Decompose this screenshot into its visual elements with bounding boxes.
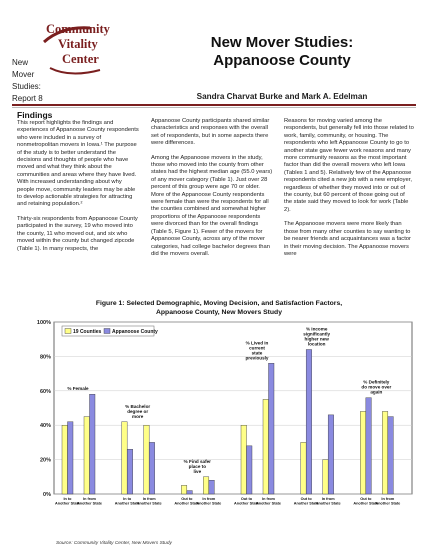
bar [360, 411, 366, 494]
y-tick-label: 40% [39, 423, 51, 430]
paragraph: Appanoose County participants shared similar characteristics and responses with the overall set of respondents, but in some aspects there were differences. [151, 118, 270, 147]
logo-word-center: Center [62, 52, 99, 66]
x-tick-label: Another State [114, 501, 140, 506]
paragraph: Reasons for moving varied among the respondents, but generally fell into those related to work, family, community, or housing. The respondents who left Appanoose County to go to another state gave fewer work reasons and many more community reasons as the most important factor than did the overall movers who left Iowa (Tables 1 and 5). Relatively few of the Appanoose respondents cited a new job with a new employer, regardless of whether they moved into or out of the county, but 60 percent of those going out of the state said they moved to look for work (Table 2). [284, 118, 414, 213]
title-line-2: Appanoose County [213, 52, 351, 69]
group-label: place to [188, 463, 207, 469]
authors: Sandra Charvat Burke and Mark A. Edelman [196, 92, 368, 101]
bar [306, 350, 312, 494]
bar [127, 449, 132, 494]
bar [187, 491, 193, 494]
group-label: significantly [303, 331, 331, 337]
x-tick-label: In from [381, 497, 395, 501]
group-label: degree or [127, 408, 149, 414]
bar [68, 422, 74, 494]
group-label: location [307, 341, 326, 347]
legend-swatch [65, 329, 71, 334]
legend-label: 19 Counties [73, 329, 102, 335]
x-tick-label: Out to [300, 497, 312, 501]
header-rule [12, 104, 416, 106]
x-tick-label: In from [202, 497, 216, 501]
legend-label: Appanoose County [112, 329, 158, 335]
group-label: higher new [304, 336, 329, 342]
group-label: % Female [67, 386, 89, 392]
x-tick-label: In from [321, 497, 335, 501]
figure-title [50, 299, 388, 317]
x-tick-label: Out to [240, 497, 253, 501]
bar [84, 417, 90, 494]
group-label: again [370, 389, 383, 395]
paragraph: This report highlights the findings and experiences of Appanoose County respondents who were included in a survey of nonmetropolitan movers in Iowa.¹ The purpose of the study is to better understand the decisions and thoughts of people who have moved and what they think about the communities and areas where they have lived. With increased understanding about why people move, community leaders may be able to develop actionable strategies for attracting and retaining population.² [17, 120, 139, 208]
plot-area [54, 322, 412, 494]
column-1 [17, 120, 140, 260]
logo-word-vitality: Vitality [58, 37, 98, 51]
figure-source: Source: Community Vitality Center, New Movers Study [56, 541, 172, 546]
bar [328, 415, 334, 494]
x-tick-label: Out to [181, 497, 193, 501]
x-tick-label: In from [83, 497, 96, 501]
y-tick-label: 100% [36, 320, 51, 326]
x-tick-label: Another State [77, 501, 102, 506]
y-tick-label: 0% [43, 492, 51, 498]
x-tick-label: Another State [136, 501, 162, 506]
group-label: % Lived in [245, 340, 269, 346]
bar [382, 411, 388, 494]
community-vitality-center-logo [40, 22, 118, 80]
logo-word-community: Community [46, 22, 110, 36]
bar [149, 442, 155, 494]
bar [247, 446, 253, 494]
x-tick-label: Out to [360, 497, 372, 501]
group-label: state [251, 350, 263, 356]
x-tick-label: Another State [353, 501, 379, 506]
legend-swatch [104, 329, 110, 334]
group-label: live [193, 468, 202, 474]
x-tick-label: Another State [55, 501, 80, 506]
bar [144, 425, 150, 494]
bar [366, 398, 372, 494]
x-tick-label: Another State [174, 501, 200, 506]
group-label: % Income [305, 326, 328, 332]
bar-chart [30, 318, 420, 528]
x-tick-label: Another State [375, 501, 401, 506]
paragraph: The Appanoose movers were more likely than those from many other counties to say wanting to be nearer friends and acquaintances was a factor in their moving decision. The Appanoose movers were [284, 221, 411, 257]
x-tick-label: In from [142, 497, 156, 501]
bar [263, 399, 269, 494]
group-label: % Bachelor [125, 403, 151, 409]
page-title [152, 34, 412, 70]
column-2 [151, 118, 274, 265]
bar [323, 460, 329, 494]
group-label: % Find safer [183, 458, 211, 464]
group-label: % Definitely [363, 379, 390, 385]
group-label: do move over [361, 384, 392, 390]
bar [181, 485, 187, 494]
group-label: previously [245, 355, 269, 361]
findings-heading: Findings [17, 110, 53, 120]
figure-title-line-2: Appanoose County, New Movers Study [155, 309, 282, 316]
x-tick-label: Another State [196, 501, 222, 506]
bar [62, 425, 68, 494]
x-tick-label: Another State [293, 501, 319, 506]
bar [241, 425, 247, 494]
figure-title-line-1: Figure 1: Selected Demographic, Moving Decision, and Satisfaction Factors, [95, 300, 343, 307]
paragraph: Among the Appanoose movers in the study, those who moved into the county from other states had the highest median age (55.0 years) of any mover category (Table 1). Just over 28 percent of this group were age 70 or older. More of the Appanoose County respondents were female than were the respondents for all the counties combined and somewhat higher proportions of the Appanoose respondents were divorced than for the overall findings (Table 5, Figure 1). Fewer of the movers for Appanoose County, across any of the mover categories, had college bachelor degrees than did the movers overall. [151, 154, 273, 257]
x-tick-label: In to [123, 497, 132, 501]
x-tick-label: Another State [256, 501, 281, 506]
title-line-1: New Mover Studies: [210, 34, 354, 51]
x-tick-label: Another State [315, 501, 341, 506]
y-tick-label: 60% [39, 388, 51, 395]
group-label: current [249, 345, 265, 351]
series-line: Studies: [12, 82, 41, 91]
bar [203, 477, 209, 494]
bar [269, 363, 275, 494]
series-line: Report 8 [12, 94, 43, 103]
bar [90, 394, 96, 494]
paragraph: Thirty-six respondents from Appanoose County participated in the survey, 19 who moved into the county, 11 who moved out, and six who moved within the county but changed zipcode (Table 1). In many respects, the [17, 215, 138, 252]
bar [122, 422, 128, 494]
y-tick-label: 80% [39, 354, 51, 361]
x-tick-label: In to [63, 497, 72, 501]
header-rule-thin [12, 107, 416, 108]
bar [301, 442, 307, 494]
bar [209, 480, 215, 494]
series-line: Mover [12, 70, 35, 79]
group-label: more [132, 413, 144, 419]
y-tick-label: 20% [39, 457, 51, 464]
bar [388, 417, 394, 494]
column-3 [284, 118, 414, 265]
series-line: New [12, 58, 29, 67]
x-tick-label: In from [262, 497, 275, 501]
x-tick-label: Another State [234, 501, 259, 506]
